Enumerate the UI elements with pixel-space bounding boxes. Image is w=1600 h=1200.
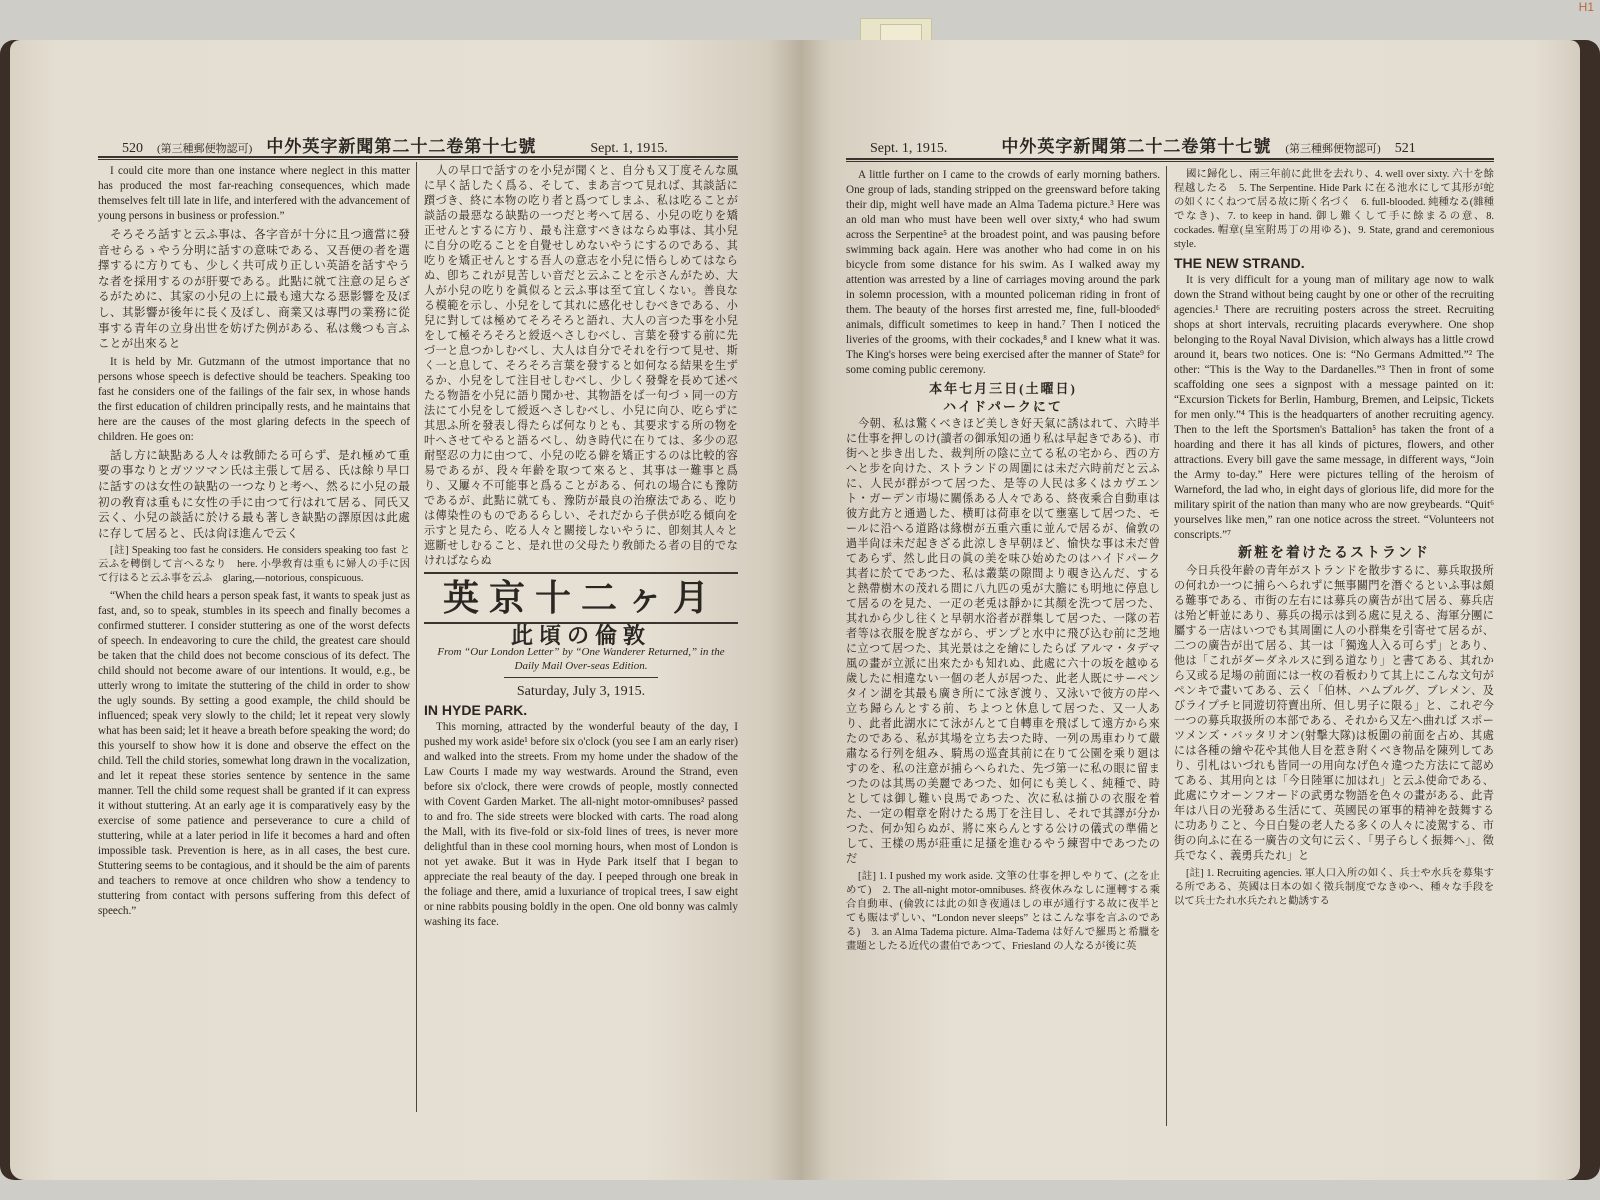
header-rule (98, 156, 738, 160)
annotation-note: [註] 1. I pushed my work aside. 文筆の仕事を押しやりて、(之を止めて) 2. The all-night motor-omnibuses. 終夜休みなしに運轉する乘合自動車、(倫敦には此の如き夜通ほしの車が通行する故に夜半とても賑はずしい、“London never sleeps” とはこんな事を言ふのである) 3. an Alma Tadema picture. Alma-Tadema は好んで羅馬と希臘を畫題としたる近代の畫伯であつて、Friesland の人なるが後に英 (846, 871, 1160, 952)
paragraph: そろそろ話すと云ふ事は、各字音が十分に且つ適當に發音せらるゝやう分明に話すの意味である、又吾便の者を選擇するに方りても、少しく共可成り正しい英語を話すやうな者を採用するのが肝要である。此點に就て注意の足らざるがために、其家の小兒の上に最も遠大なる惡影響を及ぼし、其影響が後年に長く及ぼし、商業又は專門の業務に從事する青年の立身出世を妨げた例がある、私は幾つも言ふことが出來ると (98, 228, 410, 351)
japanese-subheading: 本年七月三日(土曜日) (929, 381, 1077, 396)
page-number: 520 (122, 141, 143, 156)
paragraph: 今日兵役年齡の青年がストランドを散步するに、募兵取扱所の何れか一つに捕らへられずに無事關門を潛ぐるといふ事は頗る難事である、市街の左右には募兵の廣告が出て居る、募兵店は殆ど軒並にあり、募兵の揭示は到る處に見える、海軍分團に屬する一店はいつでも其周圍に人の小群集を引寄せて居るが、二つの廣告が出て居る、其一は「獨逸人入る可らず」とあり、他は「これがダーダネルスに到る道なり」と書てある、其れから又或る足場の前面には一枚の看板わりて其上にこんな文句がペンキで畫いてある、云く「伯林、ハムブルグ、ブレメン、及びライプチヒ同遊切符賣出所、但し男子に限る」と、これぞ今一つの募兵取扱所の本部である、それから又左へ曲れば スポーツメンズ・バッタリオン(射擊大隊)は板圍の前面を占め、其處には各種の繪や花や其他人目を惹き附くべき物品を陳列してあり、引札はいづれも皆同一の用向なげ色々違つた方法にて認めてある、其用向とは「今日陸軍に加はれ」と云ふ使命である、此處にウオーンフオードの武勇な物語を色々の畫がある、此青年は八日の光發ある生活にて、英國民の軍事的精神を鼓舞するに功ありこと、今日白髮の老人たる多くの人々に凌駕する、市街の向ふに在る一廣告の文句に云く、「男子らしく振舞へ」、徵兵でなく、義勇兵たれ」と (1174, 565, 1494, 862)
paragraph: “When the child hears a person speak fast, it wants to speak just as fast, and, so to speak, stumbles in its speech and finally becomes a confirmed stutterer. I consider stuttering as one of the worst defects of speech. In endeavoring to cure the child, the greatest care should be taken that the child does not become conscious of its defect. The child should not become aware of our intentions. It would, e.g., be utterly wrong to imitate the stuttering of the child in order to show the ugly sounds. By setting a good example, the child should be influenced; speak very slowly to the child; let it repeat very slowly what has been said; let it heave a breath before speaking the word; do this yourself to show how it is done and observe the effect on the child. Tell the child stories, somewhat long drawn in the vocalization, and let it repeat these stories sentence by sentence in the same manner. Tell the child some request shall be granted if it can express it without stuttering. At an early age it is comparatively easy by the exercise of some patience and perseverance to cure a child of stuttering, while at a later period in life it becomes a hard and often impossible task. Prevention is here, as in all cases, the best cure. Stuttering seems to be contagious, and it should be the aim of parents and teachers to remove at once children who show a tendency to stuttering from contact with persons suffering from this defect of speech.” (98, 590, 410, 918)
left-page (10, 40, 800, 1180)
issue-date: Sept. 1, 1915. (590, 141, 668, 156)
right-column-2 (1174, 168, 1494, 1168)
issue-date: Sept. 1, 1915. (870, 141, 948, 156)
annotation-note: [註] Speaking too fast he considers. He considers speaking too fast と云ふを轉倒して言へるなり here. 小學敎育は重もに婦人の手に因て行はると云ふ事を云ふ glaring,—notorious, conspicuous. (98, 545, 410, 585)
article-date: Saturday, July 3, 1915. (516, 684, 646, 699)
section-heading: IN HYDE PARK. (424, 702, 528, 718)
column-divider (416, 162, 417, 1112)
page-number: 521 (1394, 141, 1416, 156)
divider (424, 572, 738, 574)
paragraph: A little further on I came to the crowds of early morning bathers. One group of lads, standing stripped on the greensward before taking their dip, might well have made an Alma Tadema picture.³ Here was an old man who must have been well over sixty,⁴ who had swum across the Serpentine⁵ at the broadest point, and was pausing before swimming back again. Here was another who had come in on his bicycle from some distance for his swim. As I walked away my attention was arrested by a line of carriages moving around the park in solemn procession, with a mounted policeman riding in front of them. The beauty of the horses first arrested me, fine, full-blooded⁶ animals, difficult sometimes to keep in hand.⁷ Then I noticed the liveries of the grooms, with their cockades,⁸ and I knew what it was. The King's horses were being exercised after the manner of State⁹ for some coming public ceremony. (846, 169, 1160, 376)
right-page (800, 40, 1580, 1180)
journal-title: 中外英字新聞第二十二卷第十七號 (1001, 137, 1272, 156)
divider (504, 677, 658, 678)
paragraph: This morning, attracted by the wonderful beauty of the day, I pushed my work aside¹ before six o'clock (you see I am an early riser) and walked into the streets. From my home under the shadow of the Law Courts I made my way westwards. Around the Strand, even before six o'clock, there were crowds of people, mostly connected with Covent Garden Market. The all-night motor-omnibuses² passed to and fro. The side streets were blocked with carts. The road along the Mall, with its five-fold or six-fold lines of trees, is never more delightful than in these cool morning hours, when most of London is not yet awake. But it was in Hyde Park itself that I began to appreciate the real beauty of the day. I peeped through one break in the foliage and there, amid a luxuriance of tropical trees, I saw eight or nine rabbits pousing boldly in the open. One old bonny was calmly washing its face. (424, 721, 738, 928)
sticky-note-label: H1 (1578, 0, 1594, 14)
permit-notice: (第三種郵便物認可) (1285, 143, 1381, 155)
paragraph: 話し方に缺點ある人々は敎師たる可らず、是れ極めて重要の事なりとガツツマン氏は主張して居る、氏は餘り早口に話すのは女性の缺點の一つなりと考へ、然るに小兒の最初の敎育は重もに女性の手に由つて行はれて居る、同氏又云く、小兒の談話に於ける最も著しき缺點の譯原因は此處に存して居ると、氏は尙ほ進んで云く (98, 448, 410, 540)
header-rule (846, 158, 1494, 162)
paragraph: 今朝、私は驚くべきほど美しき好天氣に誘はれて、六時半に仕事を押しのけ(讀者の御承知の通り私は早起きである)、市街へと歩き出した、裁判所の陰に立てる私の宅から、西の方へと步を向けた、ストランドの周圍には未だ六時前だと云ふに、人民が群がつて居つた、是等の人民は多くはカヴエント・ガーデン市場に關係ある人々である、終夜乘合自動車は彼方此方と通過した、横町は荷車を以て壅塞して居つた、モールに沿へる道路は緣樹が五重六重に並んで居るが、倫敦の過半尙ほ未だ起きざる此涼しき早朝ほど、愉快な事は未だ曾てあらず、然し此日の眞の美を味ひ始めたのはハイドパーク其者に於てであつた、私は叢葉の隙間より覗き込んだ、すると熱帶樹木の茂れる間に八九匹の兎が大膽にも明地に停息して居るのを見た、一疋の老兎は靜かに其顏を洗つて居つた、其れから少し往くと早朝水浴者が群集して居つた、一隊の若者等は衣服を脫ぎながら、ザンプと水中に飛び込む前に芝地に立つて居つた、其光景は之を繪にしたらば アルマ・タデマ風の畫が立派に出來たかも知れぬ、此處に六十の坂を越ゆる歲したに相違ない一個の老人が居つた、此老人既にサーペンタイン湖を其最も廣き所にて泳ぎ渡り、又泳いで彼方の岸へ立ち歸らんとする前、ちよつと休息して居つた、又一人あり、此者此湖水にて泳がんとて自轉車を飛ばして遠方から來たのである、私が其場を立ち去つた時、一列の馬車わりて嚴肅なる行列を組み、騎馬の巡査其前に在りて公園を乘り廻はすのを、私の注意が捕らへられた、先づ第一に私の眼に留まつたのは其馬の美麗であつた、如何にも美しく、純種で、時としては御し難い良馬であつた、次に私は揃ひの衣服を着た、一定の帽章を附けたる馬丁を注目し、それで其譯が分かつた、何か知らぬが、將に來らんとする公けの儀式の準備として、王樣の馬が莊重に足搔を進むるやう練習中であつたのだ (846, 418, 1160, 865)
permit-notice: (第三種郵便物認可) (157, 143, 253, 155)
section-heading: THE NEW STRAND. (1174, 255, 1305, 271)
annotation-note: 國に歸化し、兩三年前に此世を去れり、4. well over sixty. 六十を餘程越したる 5. The Serpentine. Hide Park に在る池水にして其形が蛇の如くにくねつて居る故に斯く名づく 6. full-blooded. 純種なる(雜種でなき)、7. to keep in hand. 御し難くして手に餘まるの意、8. cockades. 帽章(皇室附馬丁の用ゆる)、9. State, grand and ceremonious style. (1174, 169, 1494, 250)
japanese-subheading: 新粧を着けたるストランド (1238, 546, 1430, 561)
article-title: 此頃の倫敦 (510, 623, 651, 648)
article-credit: From “Our London Letter” by “One Wanderer Returned,” in the Daily Mail Over-seas Edition. (437, 646, 725, 672)
left-page-header (122, 132, 668, 156)
paragraph: It is held by Mr. Gutzmann of the utmost importance that no persons whose speech is defective should be teachers. Speaking too fast he considers one of the failings of the fair sex, in whose hands the first education of children principally rests, and he maintains that here are the causes of the most glaring defects in the speech of children. He goes on: (98, 355, 410, 443)
journal-title: 中外英字新聞第二十二卷第十七號 (266, 137, 537, 156)
paragraph: It is very difficult for a young man of military age now to walk down the Strand without being caught by one or other of the recruiting agencies.¹ There are recruiting posters across the street. Recruiting shops at short intervals, recruiting placards everywhere. One shop belonging to the Royal Naval Division, which always has a little crowd around it, bears two notices. One is: “No Germans Admitted.”² The other: “This is the Way to the Dardanelles.”³ Then in front of some scaffolding one sees a signpost with a message painted on it: “Excursion Tickets for Berlin, Hamburg, Bremen, and Leipsic, Tickets for men only.”⁴ This is the headquarters of another recruiting agency. Then to the left the Sportsmen's Battalion⁵ has taken the front of a hoarding and there it has all kinds of pictures, flowers, and other attractions. Every bill gave the same message, in different ways, “Join the Army to-day.” Here were pictures telling of the heroism of Warneford, the lad who, in eight days of glorious life, did more for the military spirit of the nation than many who are now greybeards. “Quit⁶ yourselves like men,” ran one notice across the street. “Volunteers not conscripts.”⁷ (1174, 274, 1494, 541)
right-column-1 (846, 168, 1160, 1168)
japanese-subheading: ハイドパークにて (943, 399, 1063, 414)
section-banner-title: 英京十二ヶ月 (442, 578, 719, 618)
left-column-1 (98, 164, 410, 1164)
left-column-2 (424, 164, 738, 1164)
column-divider (1166, 166, 1167, 1126)
annotation-note: [註] 1. Recruiting agencies. 軍人口入所の如く、兵士や水兵を募集する所である、英國は日本の如く徵兵制度でなきゆへ、種々な手段を以て兵士たれ水兵たれと勸誘する (1174, 868, 1494, 907)
right-page-header (870, 132, 1416, 156)
paragraph: 人の早口で話すのを小兒が聞くと、自分も又丁度そんな風に早く話したく爲る、そして、まあ言つて見れば、其談話に躓づき、終に本物の吃り者と爲つてしまふ、私は吃ることが談話の最惡なる缺點の一つだと考へて居る、小兒の吃りを矯正せんとするに方り、最も注意すべきはならぬ事は、其小兒に自分の吃ることを自覺せしめないやうにするのである、其吃りを矯正せんとする吾人の意志を小兒に悟らしめてはならぬ、卽ちこれが見苦しい音だと云ふことを示さんがため、大人が小兒の吃りを眞似ると云ふ事は至て宜しくない。善良なる模範を示し、小兒をして其れに感化せしむべきである、小兒に對しては極めてそろそろと語れ、大人の言つた事を小兒をして極そろそろと綬返へさしむべし、言葉を發する前に先づ一と息つかしむべし、大人は自分でそれを行つて見せ、斯く一と息して、そろそろ言葉を發すると如何なる結果を生ずるか、小兒をして注目せしむべし、少しく發聲を長めて述べたる物語を小兒に語り聞かせ、其物語をば一句づゝ同一の方法にて小兒をして綬返へさしむべし、小兒に向ひ、吃らずに其思ふ所を發表し得たらば何なりとも、其要求する所の物を叶へさせてやると語るべし、幼き時代に在りては、多少の忍耐堅忍の力に由つて、小兒の吃る僻を矯正するのは比較的容易であるが、段々年齡を取つて來ると、其事は一難事と爲り、又屢々不可能事と爲ることがある、何れの場合にも豫防であるが、此點に就ても、豫防が最良の治療法である、吃りは傳染性のものであるらしい、それだから子供が吃る傾向を示すと見たら、吃る人々と關接しないやうに、卽刻其人々と遮斷せしむること、是れ世の父母たり敎師たる者の目的でなければならぬ (424, 165, 738, 567)
paragraph: I could cite more than one instance where neglect in this matter has produced the most far-reaching consequences, which made themselves felt till late in life, and interfered with the advancement of young persons in business or profession.” (98, 165, 410, 222)
